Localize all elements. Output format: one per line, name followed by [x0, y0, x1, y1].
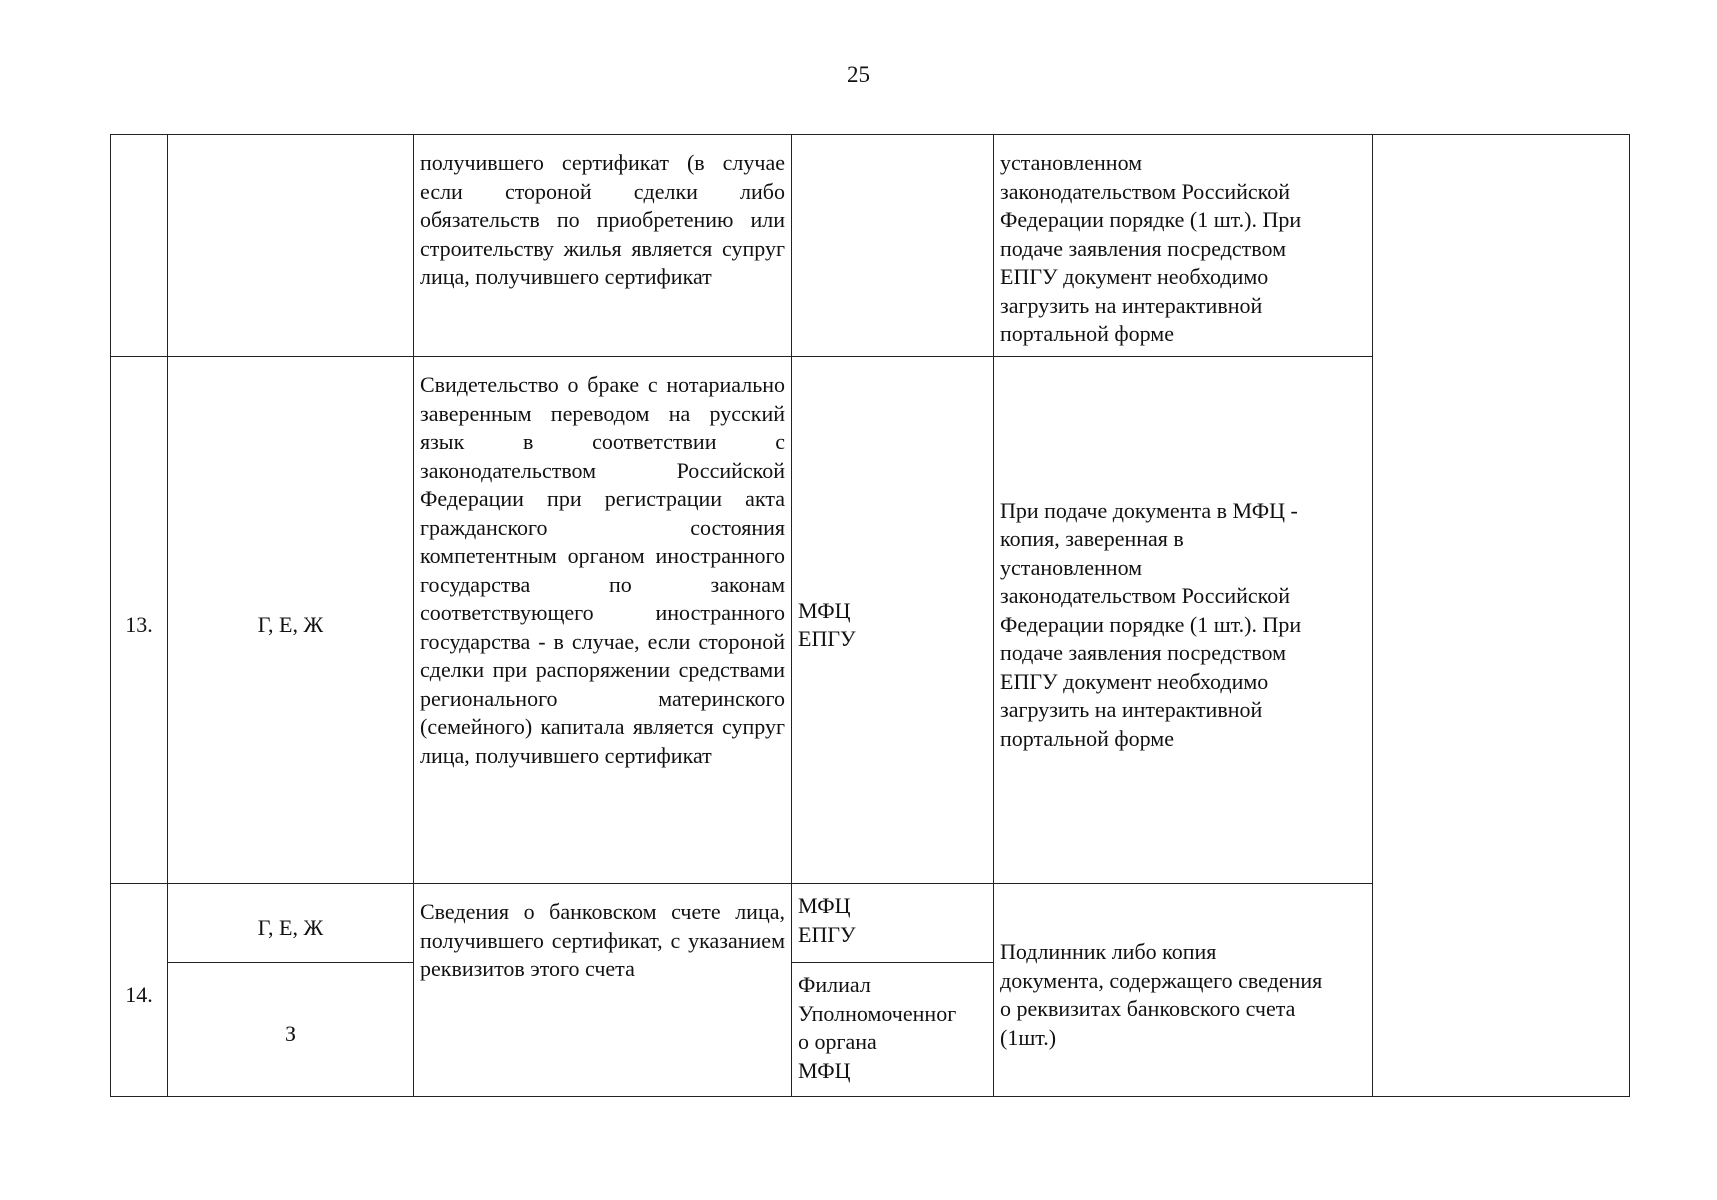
cell-categories-empty [168, 135, 414, 357]
cell-submission: МФЦ ЕПГУ [792, 884, 994, 963]
cell-number: 13. [111, 357, 168, 884]
requirements-table [110, 134, 1630, 1097]
cell-document-text: Сведения о банковском счете лица, получившего сертификат, с указанием реквизитов этого счета [414, 884, 792, 1097]
cell-categories: З [168, 963, 414, 1097]
cell-document-text: Свидетельство о браке с нотариально заверенным переводом на русский язык в соответствии с законодательством Российской Федерации при регистрации акта гражданского состояния компетентным органом иностранного государства по законам соответствующего иностранного государства - в случае, если стороной сделки при распоряжении средствами регионального материнского (семейного) капитала является супруг лица, получившего сертификат [414, 357, 792, 884]
cell-submission: МФЦ ЕПГУ [792, 357, 994, 884]
cell-number: 14. [111, 884, 168, 1097]
cell-submission: Филиал Уполномоченног о органа МФЦ [792, 963, 994, 1097]
cell-number-empty [111, 135, 168, 357]
page-number: 25 [847, 62, 870, 87]
cell-document-text: получившего сертификат (в случае если стороной сделки либо обязательств по приобретению или строительству жилья является супруг лица, получившего сертификат [414, 135, 792, 357]
cell-notes-empty [1373, 135, 1630, 1097]
cell-requirements-text: Подлинник либо копия документа, содержащего сведения о реквизитах банковского счета (1шт.) [994, 884, 1373, 1097]
cell-categories: Г, Е, Ж [168, 884, 414, 963]
cell-submission-empty [792, 135, 994, 357]
table-row-continued [111, 135, 1630, 357]
cell-categories: Г, Е, Ж [168, 357, 414, 884]
cell-requirements-text: установленном законодательством Российской Федерации порядке (1 шт.). При подаче заявления посредством ЕПГУ документ необходимо загрузить на интерактивной портальной форме [994, 135, 1373, 357]
cell-requirements-text: При подаче документа в МФЦ - копия, заверенная в установленном законодательством Российской Федерации порядке (1 шт.). При подаче заявления посредством ЕПГУ документ необходимо загрузить на интерактивной портальной форме [994, 357, 1373, 884]
